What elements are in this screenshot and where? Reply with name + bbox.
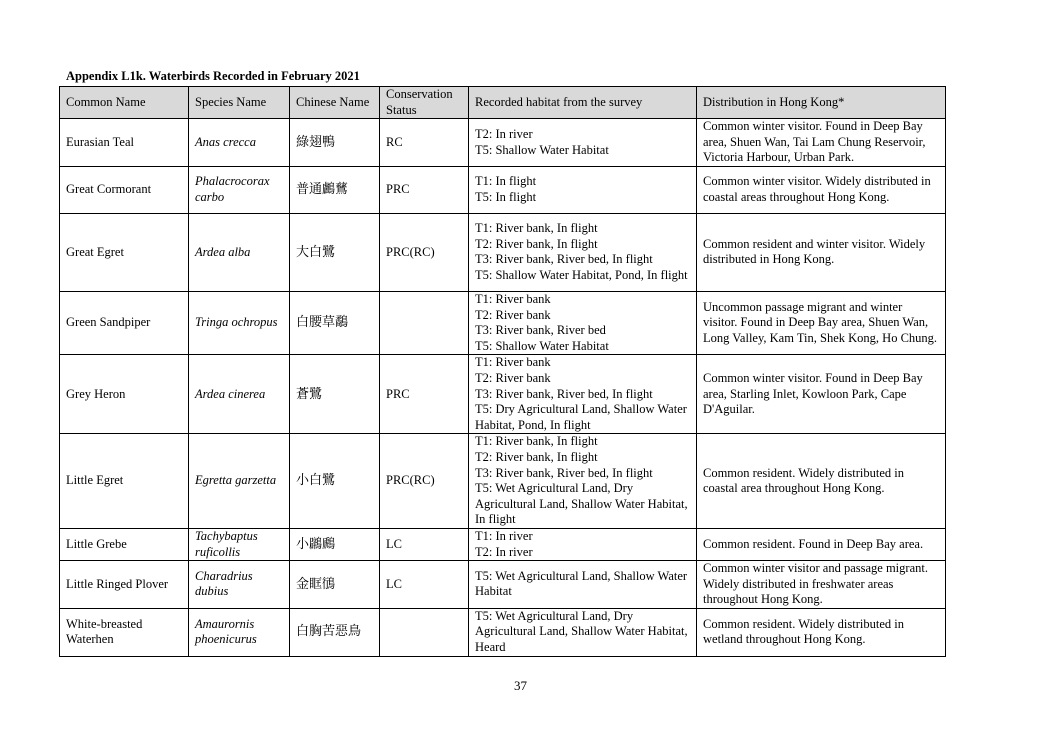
header-common-name: Common Name [60,87,189,119]
conservation-status-cell: LC [380,561,469,609]
conservation-status-cell: PRC [380,355,469,434]
conservation-status-cell: PRC(RC) [380,434,469,529]
table-row [60,528,946,560]
page-number: 37 [514,678,527,693]
table-row [60,213,946,291]
species-name-cell: Ardea alba [189,213,290,291]
recorded-habitat-cell [469,561,697,609]
common-name-cell: Green Sandpiper [60,291,189,354]
habitat-line: T1: In flight [475,174,537,189]
chinese-name-cell: 綠翅鴨 [290,119,380,167]
recorded-habitat-cell [469,291,697,354]
species-name-cell: Ardea cinerea [189,355,290,434]
habitat-line: T1: River bank, In flight [475,434,598,449]
habitat-line: T5: Wet Agricultural Land, Dry Agricultural Land, Shallow Water Habitat, In flight [475,481,688,527]
recorded-habitat-cell [469,213,697,291]
species-name-cell: Amaurornis phoenicurus [189,608,290,656]
chinese-name-cell: 白胸苦惡鳥 [290,608,380,656]
common-name-cell: White-breasted Waterhen [60,608,189,656]
conservation-status-cell: RC [380,119,469,167]
habitat-line: T1: River bank [475,291,551,306]
recorded-habitat-cell [469,166,697,213]
conservation-status-cell [380,291,469,354]
table-row [60,434,946,529]
habitat-line: T2: River bank, In flight [475,449,598,464]
habitat-line: T1: River bank, In flight [475,221,598,236]
common-name-cell: Little Grebe [60,528,189,560]
waterbirds-table [59,86,946,657]
chinese-name-cell: 蒼鷺 [290,355,380,434]
recorded-habitat-cell [469,528,697,560]
distribution-cell: Common winter visitor and passage migrant. Widely distributed in freshwater areas throughout Hong Kong. [697,561,946,609]
recorded-habitat-cell [469,355,697,434]
distribution-cell: Common winter visitor. Found in Deep Bay area, Shuen Wan, Tai Lam Chung Reservoir, Victoria Harbour, Urban Park. [697,119,946,167]
chinese-name-cell: 小鸊鷉 [290,528,380,560]
distribution-cell: Common resident. Widely distributed in wetland throughout Hong Kong. [697,608,946,656]
species-name-cell: Tringa ochropus [189,291,290,354]
habitat-line: T5: Shallow Water Habitat [475,142,609,157]
species-name-cell: Anas crecca [189,119,290,167]
habitat-line: T1: In river [475,528,533,543]
conservation-status-cell [380,608,469,656]
distribution-cell: Common winter visitor. Widely distributed in coastal areas throughout Hong Kong. [697,166,946,213]
habitat-line: T5: Dry Agricultural Land, Shallow Water Habitat, Pond, In flight [475,402,687,432]
habitat-line: T2: In river [475,126,533,141]
common-name-cell: Great Egret [60,213,189,291]
header-species-name: Species Name [189,87,290,119]
species-name-cell: Charadrius dubius [189,561,290,609]
recorded-habitat-cell [469,119,697,167]
header-distribution: Distribution in Hong Kong* [697,87,946,119]
habitat-line: T2: River bank, In flight [475,236,598,251]
chinese-name-cell: 普通鸕鶿 [290,166,380,213]
habitat-line: T5: In flight [475,189,537,204]
distribution-cell: Common resident and winter visitor. Widely distributed in Hong Kong. [697,213,946,291]
header-conservation-status: Conservation Status [380,87,469,119]
table-row [60,119,946,167]
common-name-cell: Eurasian Teal [60,119,189,167]
habitat-line: T3: River bank, River bed, In flight [475,252,653,267]
table-row [60,355,946,434]
chinese-name-cell: 大白鷺 [290,213,380,291]
habitat-line: T5: Shallow Water Habitat, Pond, In flight [475,268,688,283]
table-row [60,561,946,609]
distribution-cell: Uncommon passage migrant and winter visitor. Found in Deep Bay area, Shuen Wan, Long Valley, Kam Tin, Shek Kong, Ho Chung. [697,291,946,354]
table-row [60,166,946,213]
habitat-line: T2: River bank [475,307,551,322]
header-recorded-habitat: Recorded habitat from the survey [469,87,697,119]
recorded-habitat-cell [469,434,697,529]
common-name-cell: Little Ringed Plover [60,561,189,609]
habitat-line: T3: River bank, River bed, In flight [475,386,653,401]
table-header-row [60,87,946,119]
chinese-name-cell: 白腰草鷸 [290,291,380,354]
habitat-line: T3: River bank, River bed, In flight [475,465,653,480]
header-chinese-name: Chinese Name [290,87,380,119]
habitat-line: T1: River bank [475,355,551,370]
species-name-cell: Egretta garzetta [189,434,290,529]
species-name-cell: Tachybaptus ruficollis [189,528,290,560]
common-name-cell: Little Egret [60,434,189,529]
conservation-status-cell: LC [380,528,469,560]
chinese-name-cell: 金眶鴴 [290,561,380,609]
habitat-line: T5: Wet Agricultural Land, Shallow Water Habitat [475,568,688,599]
chinese-name-cell: 小白鷺 [290,434,380,529]
table-row [60,291,946,354]
table-body [60,119,946,656]
habitat-line: T5: Shallow Water Habitat [475,338,609,353]
species-name-cell: Phalacrocorax carbo [189,166,290,213]
conservation-status-cell: PRC(RC) [380,213,469,291]
conservation-status-cell: PRC [380,166,469,213]
habitat-line: T2: In river [475,544,533,559]
distribution-cell: Common resident. Widely distributed in coastal area throughout Hong Kong. [697,434,946,529]
recorded-habitat-cell [469,608,697,656]
habitat-line: T5: Wet Agricultural Land, Dry Agricultural Land, Shallow Water Habitat, Heard [475,608,688,655]
distribution-cell: Common resident. Found in Deep Bay area. [697,528,946,560]
habitat-line: T3: River bank, River bed [475,323,606,338]
distribution-cell: Common winter visitor. Found in Deep Bay area, Starling Inlet, Kowloon Park, Cape D'Aguilar. [697,355,946,434]
common-name-cell: Great Cormorant [60,166,189,213]
common-name-cell: Grey Heron [60,355,189,434]
table-caption: Appendix L1k. Waterbirds Recorded in February 2021 [66,69,360,83]
habitat-line: T2: River bank [475,370,551,385]
table-row [60,608,946,656]
